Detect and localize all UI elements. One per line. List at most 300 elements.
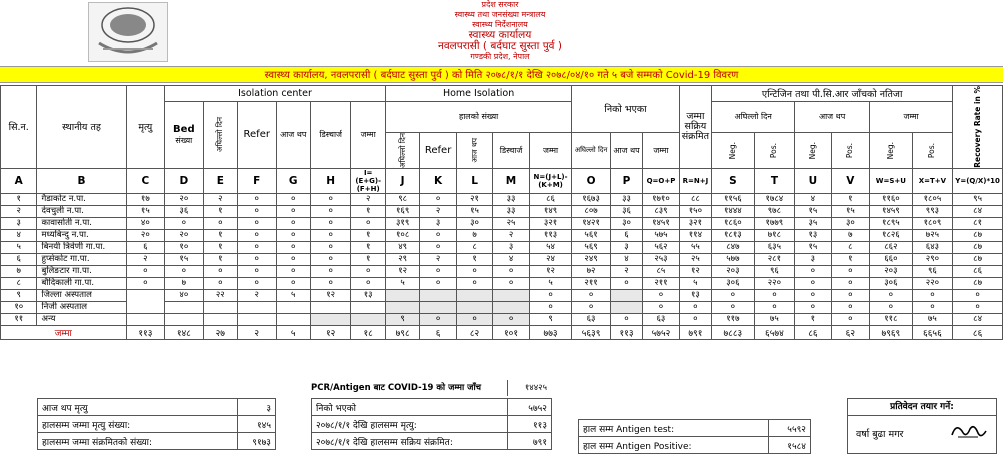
table-cell: १५ — [126, 205, 164, 217]
table-cell: ११६० — [870, 193, 913, 205]
table-cell: ६३ — [643, 313, 679, 325]
table-cell: ९ — [1, 289, 37, 301]
table-cell: ० — [310, 253, 351, 265]
bed-label: Bed — [173, 123, 195, 135]
table-cell: १२ — [310, 289, 351, 301]
table-cell: २९ — [385, 253, 419, 265]
table-cell: ० — [831, 313, 869, 325]
antigen-pcr-header: एन्टिजिन तथा पी.सि.आर जाँचको नतिजा — [712, 86, 953, 102]
table-cell — [165, 313, 203, 325]
isolation-center-header: Isolation center — [165, 86, 386, 102]
table-cell: १४५९ — [870, 205, 913, 217]
home-isolation-header: Home Isolation — [385, 86, 571, 102]
table-cell: ११७ — [712, 313, 755, 325]
table-row — [1, 277, 1003, 289]
table-cell: ३६ — [165, 205, 203, 217]
rec-total-header: जम्मा — [643, 132, 679, 168]
table-cell: ० — [795, 301, 831, 313]
column-key-cell: R=N+J — [679, 168, 711, 193]
header-line-4: स्वास्थ्य कार्यालय — [468, 29, 532, 41]
table-cell: ० — [572, 301, 610, 313]
table-cell: ० — [870, 301, 913, 313]
table-cell: ७२५ — [912, 229, 953, 241]
table-cell: ६ — [610, 229, 642, 241]
column-key-cell: B — [37, 168, 126, 193]
table-cell: १५ — [831, 205, 869, 217]
table-cell: ० — [572, 289, 610, 301]
summary-row — [312, 416, 552, 433]
column-key-cell: O — [572, 168, 610, 193]
table-cell: २११ — [572, 277, 610, 289]
table-cell: ५४ — [529, 241, 572, 253]
table-cell: ० — [351, 265, 385, 277]
ic-today-header: आज थप — [276, 102, 310, 169]
pos-today-header — [831, 132, 869, 168]
summary-value: ५७५२ — [508, 399, 552, 416]
column-key-cell: L — [456, 168, 492, 193]
table-cell: १० — [1, 301, 37, 313]
table-cell: ९६ — [754, 265, 795, 277]
table-cell: ० — [310, 229, 351, 241]
summary-value: ५५९२ — [769, 420, 811, 437]
total-cell: ७९८ — [385, 325, 419, 339]
table-cell: ३१९ — [385, 217, 419, 229]
table-cell — [126, 289, 164, 313]
total-cell: ५७५२ — [643, 325, 679, 339]
header-line-6: गण्डकी प्रदेश, नेपाल — [470, 52, 530, 61]
column-key-cell: G — [276, 168, 310, 193]
table-cell: ३ — [795, 253, 831, 265]
table-cell: ८ — [831, 241, 869, 253]
table-cell: ३३ — [610, 193, 642, 205]
table-cell: १२ — [529, 265, 572, 277]
table-cell: ० — [643, 289, 679, 301]
table-cell: २० — [165, 193, 203, 205]
table-cell: २ — [420, 253, 456, 265]
total-label: जम्मा — [1, 325, 127, 339]
table-cell: ० — [679, 301, 711, 313]
table-cell — [610, 289, 642, 301]
table-cell: ० — [238, 265, 276, 277]
table-cell: ३२१ — [529, 217, 572, 229]
table-cell: ८७ — [953, 253, 1003, 265]
local-level-name: मध्यबिन्दु न.पा. — [37, 229, 126, 241]
table-cell: १७१० — [643, 193, 679, 205]
table-cell: १ — [203, 205, 237, 217]
total-cell: १४८ — [165, 325, 203, 339]
table-cell: ११ — [1, 313, 37, 325]
summary-value: ११३ — [508, 416, 552, 433]
pos-total-label: Pos. — [927, 142, 937, 158]
table-cell: ८१ — [953, 217, 1003, 229]
table-cell: १८९५ — [870, 217, 913, 229]
table-cell: ७ — [1, 265, 37, 277]
antigen-total-header: जम्मा — [870, 102, 953, 133]
table-cell: २११ — [643, 277, 679, 289]
table-row — [1, 313, 1003, 325]
table-cell: ० — [420, 193, 456, 205]
table-cell: १५ — [795, 241, 831, 253]
table-cell: ० — [831, 289, 869, 301]
column-key-cell: F — [238, 168, 276, 193]
table-cell: ० — [610, 313, 642, 325]
table-cell: २ — [203, 193, 237, 205]
bed-header — [165, 102, 203, 169]
header-line-2: स्वास्थ्य तथा जनसंख्या मन्त्रालय — [454, 10, 546, 19]
table-cell: ० — [126, 277, 164, 289]
table-cell: ३०६ — [870, 277, 913, 289]
table-cell: ८६ — [529, 193, 572, 205]
table-cell: १ — [456, 253, 492, 265]
table-cell: ० — [310, 217, 351, 229]
summary-row — [312, 399, 552, 416]
table-cell: १५० — [679, 205, 711, 217]
table-cell: ० — [420, 229, 456, 241]
table-cell: ० — [238, 229, 276, 241]
table-cell: ० — [679, 313, 711, 325]
table-cell: २ — [126, 253, 164, 265]
total-cell: ६ — [420, 325, 456, 339]
table-cell: ४ — [1, 229, 37, 241]
neg-today-label: Neg. — [807, 141, 817, 159]
table-cell: ८७ — [953, 229, 1003, 241]
total-cell: १२ — [310, 325, 351, 339]
table-cell: १८२६ — [870, 229, 913, 241]
table-cell: ३ — [1, 217, 37, 229]
column-key-cell: I=(E+G)-(F+H) — [351, 168, 385, 193]
table-cell: २८१ — [754, 253, 795, 265]
covid-report-table — [0, 85, 1003, 340]
column-key-cell: V — [831, 168, 869, 193]
table-cell: १८०५ — [912, 193, 953, 205]
column-key-cell: U — [795, 168, 831, 193]
office-header — [250, 0, 750, 62]
column-key-cell: Y=(Q/X)*10 — [953, 168, 1003, 193]
column-key-cell: W=S+U — [870, 168, 913, 193]
table-cell: ० — [870, 289, 913, 301]
pcr-total-label: PCR/Antigen बाट COVID-19 को जम्मा जाँच — [311, 383, 482, 393]
table-cell: ५६९ — [572, 241, 610, 253]
table-cell: ० — [351, 277, 385, 289]
table-cell: १७७९ — [754, 217, 795, 229]
table-cell: १ — [1, 193, 37, 205]
table-cell: ० — [310, 205, 351, 217]
total-cell: २७ — [203, 325, 237, 339]
table-cell: ९७८ — [754, 205, 795, 217]
table-row — [1, 253, 1003, 265]
table-cell: २२० — [912, 277, 953, 289]
table-cell — [610, 301, 642, 313]
table-cell: ० — [276, 277, 310, 289]
table-cell: ० — [754, 301, 795, 313]
table-cell: ९ — [385, 313, 419, 325]
table-cell: ७ — [165, 277, 203, 289]
ic-total-header: जम्मा — [351, 102, 385, 169]
total-cell: ८६ — [795, 325, 831, 339]
header-line-5: नवलपरासी ( बर्दघाट सुस्ता पुर्व ) — [438, 40, 562, 52]
total-cell: ५६३९ — [572, 325, 610, 339]
local-level-name: जिल्ला अस्पताल — [37, 289, 126, 301]
summary-row — [38, 416, 276, 433]
table-cell: ० — [953, 301, 1003, 313]
summary-row — [38, 433, 276, 450]
local-level-name: निजी अस्पताल — [37, 301, 126, 313]
table-cell: १६९ — [385, 205, 419, 217]
total-cell: ६६५६ — [912, 325, 953, 339]
ic-prev-day-label: अघिल्लो दिन — [215, 117, 225, 153]
table-cell: ४० — [165, 289, 203, 301]
table-row — [1, 241, 1003, 253]
column-key-row — [1, 168, 1003, 193]
summary-value: ३ — [238, 399, 276, 416]
table-cell: ० — [643, 301, 679, 313]
table-cell: २०३ — [870, 265, 913, 277]
total-cell: ७९६९ — [870, 325, 913, 339]
table-cell: ० — [276, 241, 310, 253]
table-cell: १४४४ — [712, 205, 755, 217]
table-cell: ४ — [493, 253, 529, 265]
table-cell: ५७५ — [643, 229, 679, 241]
summary-label: हाल सम्म Antigen test: — [579, 420, 769, 437]
table-cell: १ — [351, 253, 385, 265]
table-cell: ० — [456, 265, 492, 277]
table-cell: २१ — [456, 193, 492, 205]
table-cell: ० — [276, 193, 310, 205]
table-cell: ० — [456, 277, 492, 289]
table-cell: ० — [831, 277, 869, 289]
table-cell: १३ — [351, 289, 385, 301]
neg-prev-header — [712, 132, 755, 168]
table-cell: ९८ — [385, 193, 419, 205]
table-cell: २ — [493, 229, 529, 241]
header-line-1: प्रदेश सरकार — [481, 0, 519, 9]
table-cell: ० — [493, 313, 529, 325]
table-cell: ० — [238, 205, 276, 217]
table-cell: ५ — [1, 241, 37, 253]
table-cell — [351, 313, 385, 325]
table-cell: ३६ — [610, 205, 642, 217]
table-cell: १२ — [679, 265, 711, 277]
neg-total-header — [870, 132, 913, 168]
table-cell: ० — [203, 277, 237, 289]
local-level-name: गैडाकोट न.पा. — [37, 193, 126, 205]
summary-label: हालसम्म जम्मा संक्रमितको संख्या: — [38, 433, 238, 450]
recovery-summary-table — [311, 398, 552, 450]
local-level-name: बौदिकाली गा.पा. — [37, 277, 126, 289]
table-cell: ६३ — [572, 313, 610, 325]
rec-prev-day-header: अघिल्लो दिन — [572, 132, 610, 168]
table-cell: १५ — [456, 205, 492, 217]
column-key-cell: A — [1, 168, 37, 193]
table-cell: २० — [126, 229, 164, 241]
table-cell: ६ — [1, 253, 37, 265]
summary-value: ९१७३ — [238, 433, 276, 450]
table-body — [1, 193, 1003, 325]
table-cell — [165, 301, 203, 313]
table-cell: ६६० — [870, 253, 913, 265]
table-cell: ० — [712, 289, 755, 301]
column-key-cell: Q=O+P — [643, 168, 679, 193]
column-key-cell: N=(J+L)-(K+M) — [529, 168, 572, 193]
table-cell: ११८ — [870, 313, 913, 325]
col-local-level-header: स्थानीय तह — [37, 86, 126, 169]
table-cell: २ — [420, 205, 456, 217]
neg-prev-label: Neg. — [727, 141, 737, 159]
table-cell: ० — [795, 277, 831, 289]
table-cell: २४९ — [572, 253, 610, 265]
table-cell: ० — [310, 265, 351, 277]
table-cell: ० — [238, 277, 276, 289]
table-cell: ३२१ — [679, 217, 711, 229]
table-cell — [276, 301, 310, 313]
col-sn-header: सि.न. — [1, 86, 37, 169]
table-cell: १ — [795, 313, 831, 325]
table-cell: २५ — [679, 253, 711, 265]
table-cell: ० — [420, 265, 456, 277]
table-cell: २९० — [912, 253, 953, 265]
table-cell: २२० — [754, 277, 795, 289]
table-cell: १५ — [795, 205, 831, 217]
table-cell — [276, 313, 310, 325]
column-key-cell: E — [203, 168, 237, 193]
table-cell — [420, 301, 456, 313]
col-death-header: मृत्यु — [126, 86, 164, 169]
total-cell: ६२ — [831, 325, 869, 339]
table-cell: १ — [203, 241, 237, 253]
table-cell — [456, 289, 492, 301]
table-row — [1, 289, 1003, 301]
header-line-3: स्वास्थ्य निर्देशनालय — [472, 20, 528, 29]
bed-sub-label: संख्या — [175, 135, 193, 145]
table-cell: ५५ — [679, 241, 711, 253]
table-cell: ९५ — [953, 193, 1003, 205]
table-cell: ८ — [1, 277, 37, 289]
table-cell: ५७७ — [712, 253, 755, 265]
local-level-name: बिनयी त्रिवेणी गा.पा. — [37, 241, 126, 253]
table-cell: १ — [203, 229, 237, 241]
table-cell: ३० — [456, 217, 492, 229]
table-cell: ० — [420, 277, 456, 289]
table-cell: ३० — [831, 217, 869, 229]
table-cell: ९६ — [912, 265, 953, 277]
table-cell: ३० — [610, 217, 642, 229]
table-cell: ० — [203, 217, 237, 229]
hi-today-header — [456, 132, 492, 168]
report-title-banner: स्वास्थ्य कार्यालय, नवलपरासी ( बर्दघाट सुस्ता पुर्व ) को मिति २०७८/१/१ देखि २०७८/०४/१० गते ५ बजे सम्मको Covid-19 विवरण — [0, 66, 1003, 83]
table-cell: ७२ — [572, 265, 610, 277]
table-cell: १४२१ — [572, 217, 610, 229]
table-cell: ० — [754, 289, 795, 301]
table-cell — [238, 301, 276, 313]
table-cell: ३ — [420, 217, 456, 229]
table-cell: १३ — [679, 289, 711, 301]
table-cell: ० — [165, 265, 203, 277]
table-row — [1, 217, 1003, 229]
total-cell: ७९१ — [679, 325, 711, 339]
table-cell: ८७ — [953, 277, 1003, 289]
reporter-box — [847, 398, 997, 454]
table-cell: ० — [529, 289, 572, 301]
table-cell: १३ — [795, 229, 831, 241]
table-cell: ० — [493, 265, 529, 277]
ic-discharge-header: डिस्चार्ज — [310, 102, 351, 169]
table-cell: ० — [456, 313, 492, 325]
neg-total-label: Neg. — [885, 141, 895, 159]
table-cell — [351, 301, 385, 313]
table-cell: २२ — [203, 289, 237, 301]
table-cell: ७५ — [912, 313, 953, 325]
table-cell: ० — [203, 265, 237, 277]
local-level-name: देवचुली न.पा. — [37, 205, 126, 217]
table-cell: १ — [351, 241, 385, 253]
table-cell: २५ — [493, 217, 529, 229]
summary-row — [38, 399, 276, 416]
table-cell — [203, 301, 237, 313]
table-cell: ३३ — [493, 205, 529, 217]
table-cell — [385, 301, 419, 313]
summary-row — [579, 420, 811, 437]
table-cell: ० — [795, 265, 831, 277]
table-cell: ११५६ — [712, 193, 755, 205]
table-cell: ० — [126, 265, 164, 277]
total-cell: २ — [238, 325, 276, 339]
column-key-cell: J — [385, 168, 419, 193]
local-level-name: कावासोती न.पा. — [37, 217, 126, 229]
table-cell: २०३ — [712, 265, 755, 277]
table-cell: ० — [238, 217, 276, 229]
table-cell: ६ — [126, 241, 164, 253]
column-key-cell: D — [165, 168, 203, 193]
death-summary-table — [37, 398, 276, 450]
total-cell: १०१ — [493, 325, 529, 339]
table-cell: ० — [238, 241, 276, 253]
table-cell: १७८४ — [754, 193, 795, 205]
summary-value: १५८४ — [769, 437, 811, 454]
table-cell: ८४७ — [712, 241, 755, 253]
table-cell — [493, 301, 529, 313]
total-active-header: जम्मा सक्रिय संक्रमित — [679, 86, 711, 169]
summary-label: आज थप मृत्यु — [38, 399, 238, 416]
table-cell: ० — [310, 193, 351, 205]
table-cell: ४ — [795, 193, 831, 205]
column-key-cell: P — [610, 168, 642, 193]
table-cell: ० — [276, 217, 310, 229]
table-cell: ० — [953, 289, 1003, 301]
table-cell: ० — [276, 265, 310, 277]
column-key-cell: T — [754, 168, 795, 193]
table-cell: ० — [276, 253, 310, 265]
table-cell: ८५ — [643, 265, 679, 277]
local-level-name: हुप्सेकोट गा.पा. — [37, 253, 126, 265]
table-cell: ० — [795, 289, 831, 301]
table-cell: ३ — [610, 241, 642, 253]
table-cell: ७१८ — [754, 229, 795, 241]
table-cell: ८३९ — [643, 205, 679, 217]
hi-total-header: जम्मा — [529, 132, 572, 168]
table-cell — [126, 313, 164, 325]
total-cell: ६५७४ — [754, 325, 795, 339]
table-cell: ० — [238, 193, 276, 205]
table-cell: १ — [351, 205, 385, 217]
hi-today-label: आज थप — [469, 137, 479, 163]
table-row — [1, 265, 1003, 277]
table-cell: ५ — [529, 277, 572, 289]
table-cell: ९ — [529, 313, 572, 325]
total-row — [1, 325, 1003, 339]
column-key-cell: K — [420, 168, 456, 193]
table-cell: ३५ — [795, 217, 831, 229]
table-cell: ० — [529, 301, 572, 313]
